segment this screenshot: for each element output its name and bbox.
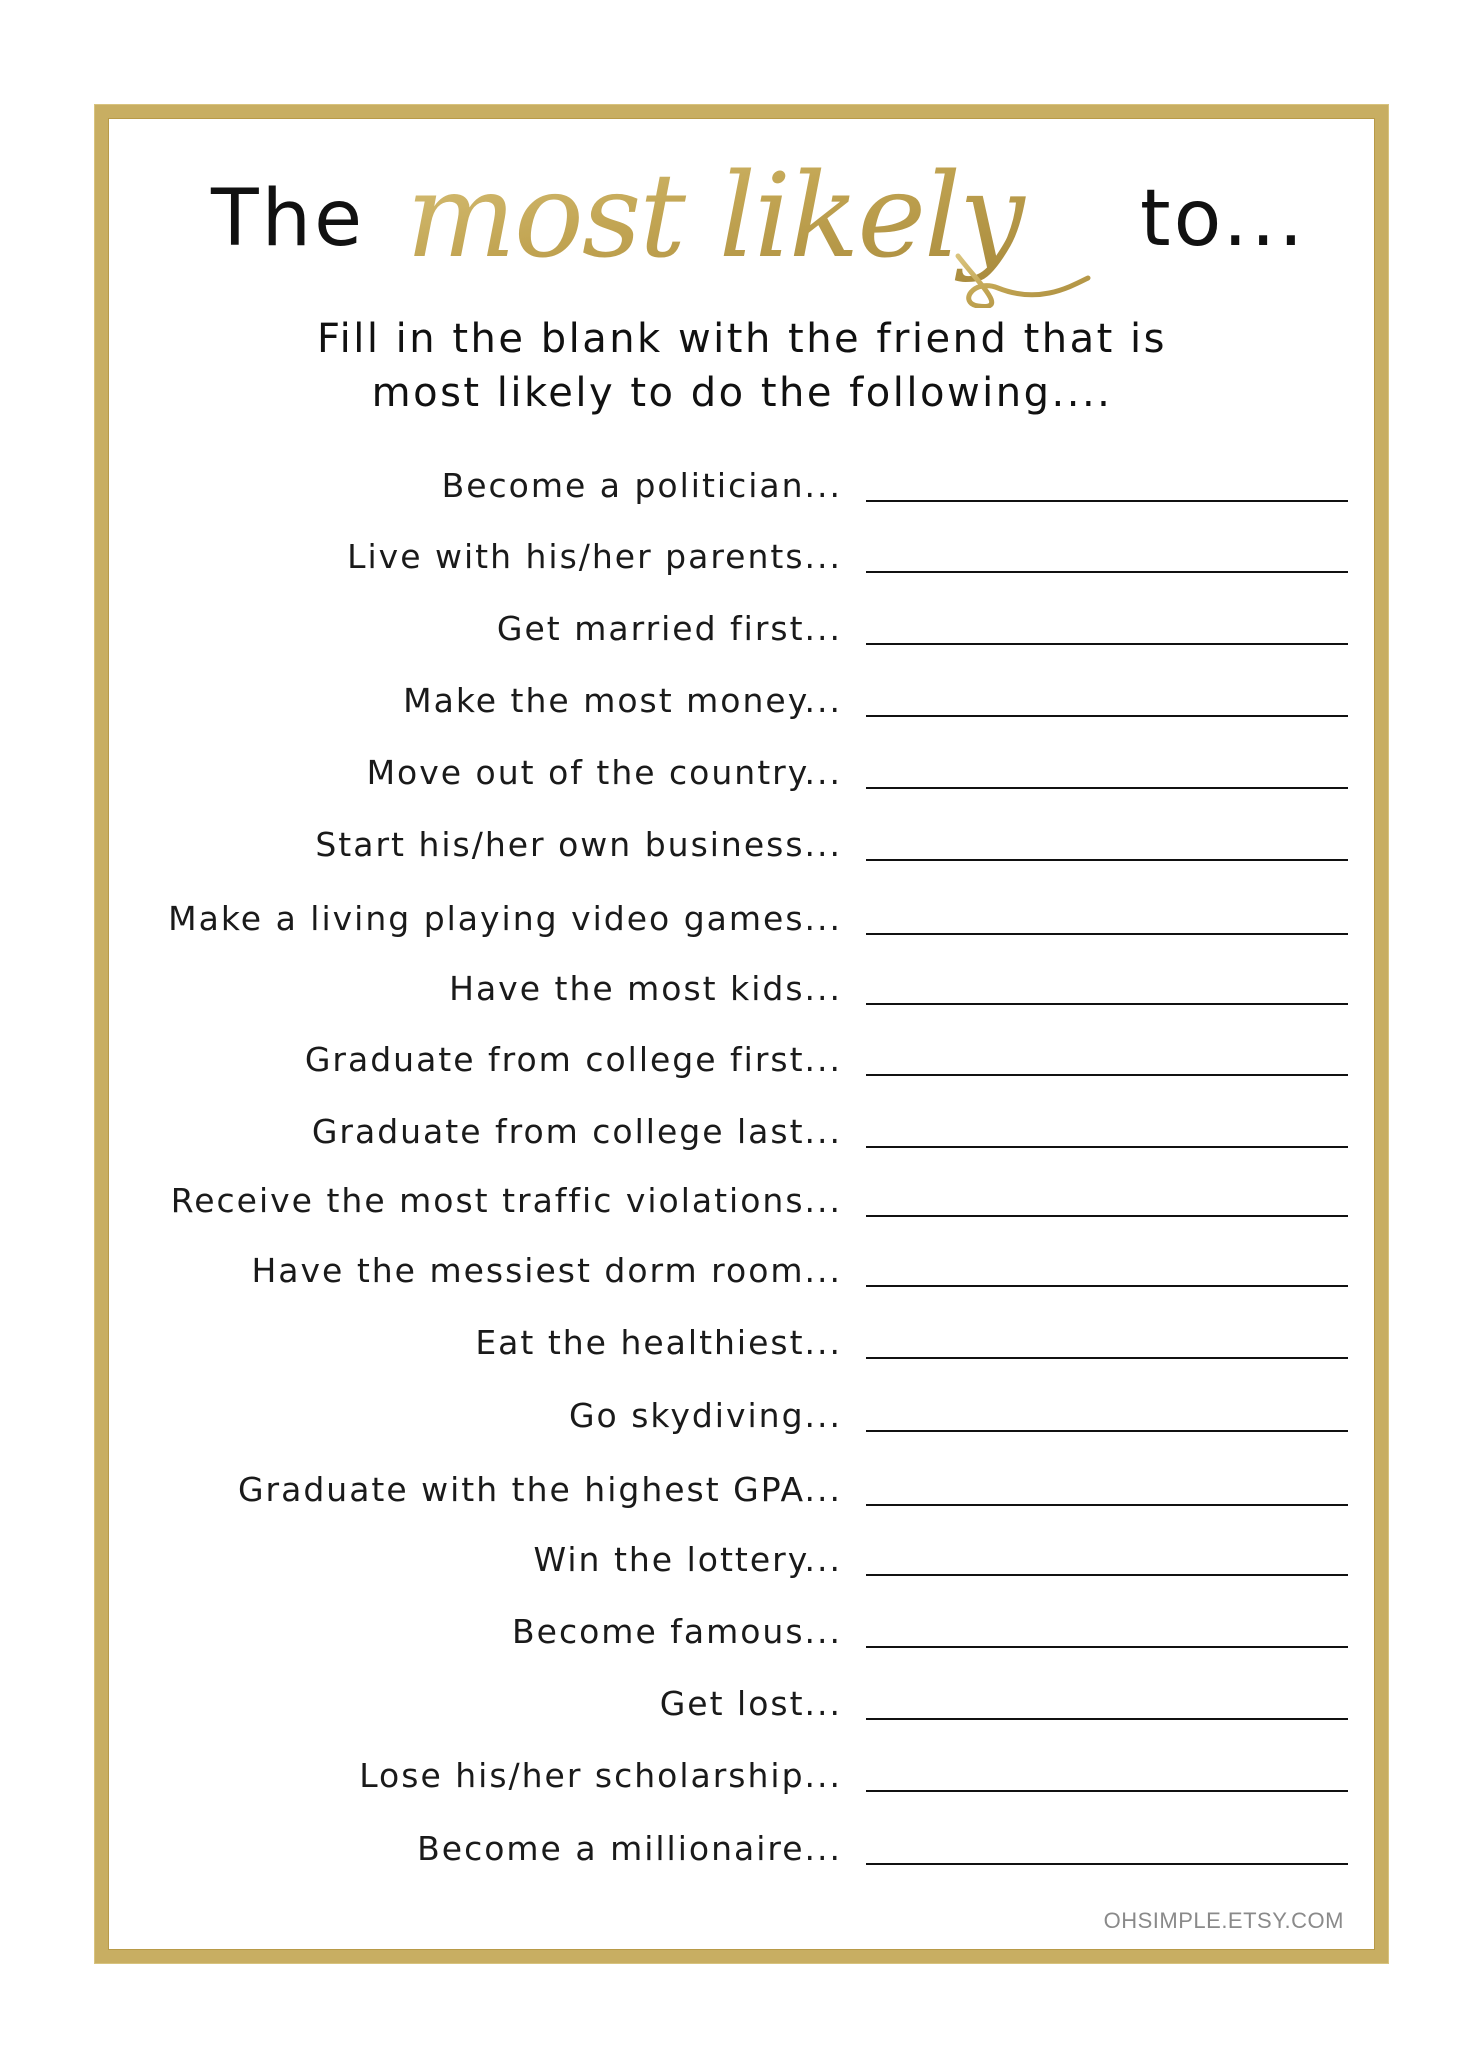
prompt-row — [0, 665, 1484, 725]
answer-blank[interactable] — [866, 1074, 1348, 1076]
prompt-row — [0, 450, 1484, 510]
prompt-row — [0, 883, 1484, 943]
answer-blank[interactable] — [866, 500, 1348, 502]
answer-blank[interactable] — [866, 933, 1348, 935]
prompt-label: Get lost... — [659, 1684, 842, 1723]
prompt-label: Move out of the country... — [366, 753, 842, 792]
answer-blank[interactable] — [866, 643, 1348, 645]
title-script-text: most likely — [406, 149, 1023, 284]
prompt-label: Graduate from college first... — [304, 1040, 842, 1079]
instructions-line-1: Fill in the blank with the friend that is — [317, 316, 1167, 362]
prompt-label: Eat the healthiest... — [475, 1323, 842, 1362]
prompt-label: Get married first... — [496, 609, 842, 648]
answer-blank[interactable] — [866, 1430, 1348, 1432]
prompt-label: Make a living playing video games... — [168, 899, 842, 938]
answer-blank[interactable] — [866, 1146, 1348, 1148]
prompt-label: Become a politician... — [441, 466, 842, 505]
prompt-row — [0, 1024, 1484, 1084]
answer-blank[interactable] — [866, 715, 1348, 717]
prompt-label: Start his/her own business... — [315, 825, 842, 864]
answer-blank[interactable] — [866, 1003, 1348, 1005]
prompt-label: Receive the most traffic violations... — [170, 1181, 842, 1220]
prompt-label: Win the lottery... — [533, 1540, 842, 1579]
title-suffix: to... — [1140, 174, 1307, 264]
prompt-row — [0, 1668, 1484, 1728]
answer-blank[interactable] — [866, 1718, 1348, 1720]
prompt-label: Have the most kids... — [449, 969, 842, 1008]
prompt-label: Become famous... — [512, 1612, 842, 1651]
prompt-label: Become a millionaire... — [417, 1829, 842, 1868]
prompt-row — [0, 1165, 1484, 1225]
prompt-row — [0, 953, 1484, 1013]
answer-blank[interactable] — [866, 1285, 1348, 1287]
answer-blank[interactable] — [866, 787, 1348, 789]
prompt-row — [0, 1813, 1484, 1873]
answer-blank[interactable] — [866, 571, 1348, 573]
answer-blank[interactable] — [866, 1357, 1348, 1359]
prompt-label: Graduate from college last... — [311, 1112, 842, 1151]
prompt-row — [0, 1596, 1484, 1656]
answer-blank[interactable] — [866, 1215, 1348, 1217]
prompt-row — [0, 809, 1484, 869]
prompt-label: Lose his/her scholarship... — [359, 1756, 842, 1795]
answer-blank[interactable] — [866, 1574, 1348, 1576]
prompt-row — [0, 1235, 1484, 1295]
prompt-row — [0, 1740, 1484, 1800]
prompt-row — [0, 1307, 1484, 1367]
footer-credit: OHSIMPLE.ETSY.COM — [1103, 1908, 1344, 1933]
prompt-label: Have the messiest dorm room... — [251, 1251, 842, 1290]
answer-blank[interactable] — [866, 859, 1348, 861]
prompt-row — [0, 593, 1484, 653]
prompt-row — [0, 521, 1484, 581]
prompt-label: Go skydiving... — [568, 1396, 842, 1435]
answer-blank[interactable] — [866, 1790, 1348, 1792]
prompt-row — [0, 1524, 1484, 1584]
prompt-label: Make the most money... — [403, 681, 842, 720]
prompt-label: Graduate with the highest GPA... — [237, 1470, 842, 1509]
prompt-row — [0, 1380, 1484, 1440]
prompt-label: Live with his/her parents... — [347, 537, 842, 576]
prompt-row — [0, 1096, 1484, 1156]
title-prefix: The — [211, 174, 366, 264]
answer-blank[interactable] — [866, 1646, 1348, 1648]
answer-blank[interactable] — [866, 1863, 1348, 1865]
prompt-row — [0, 737, 1484, 797]
answer-blank[interactable] — [866, 1504, 1348, 1506]
instructions-line-2: most likely to do the following.... — [371, 370, 1113, 416]
prompt-row — [0, 1454, 1484, 1514]
